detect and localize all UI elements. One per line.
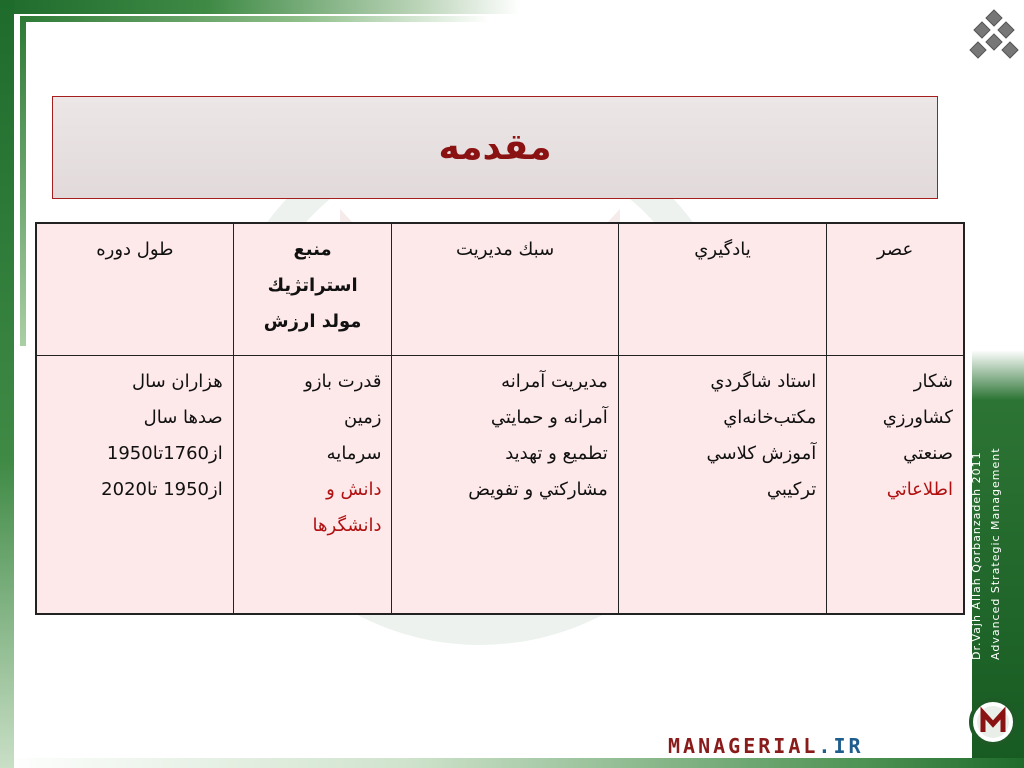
title-box — [52, 96, 938, 199]
brand-tld: .IR — [818, 734, 864, 758]
source-item: قدرت بازو — [304, 371, 382, 392]
side-credit-line: Dr.Vajh Allah Qorbanzadeh 2011 — [970, 451, 983, 660]
header-learning-label: يادگيري — [694, 239, 751, 260]
source-item: زمين — [344, 407, 382, 428]
style-item: مديريت آمرانه — [501, 371, 608, 392]
header-style-label: سبك مديريت — [456, 239, 555, 260]
frame-left-inner-bar — [20, 16, 26, 346]
side-credit-text — [967, 447, 1005, 660]
source-item: دانشگرها — [312, 515, 382, 536]
style-item: تطميع و تهديد — [505, 443, 608, 464]
managerial-logo-icon — [968, 692, 1018, 752]
header-source-line: مولد ارزش — [263, 311, 362, 332]
duration-item: از1950 تا2020 — [101, 479, 223, 500]
header-duration-label: طول دوره — [96, 239, 174, 260]
eras-table — [35, 222, 965, 615]
table-row — [36, 356, 964, 615]
header-source — [233, 223, 392, 356]
duration-cell — [36, 356, 233, 615]
header-era-label: عصر — [876, 239, 914, 260]
table-header-row — [36, 223, 964, 356]
learning-item: استاد شاگردي — [710, 371, 817, 392]
learning-item: آموزش كلاسي — [706, 443, 817, 464]
style-item: مشاركتي و تفويض — [468, 479, 608, 500]
frame-top-bar — [0, 0, 520, 14]
side-credit-line: Advanced Strategic Management — [989, 447, 1002, 660]
era-item: اطلاعاتي — [886, 479, 953, 500]
source-item: سرمايه — [326, 443, 382, 464]
frame-left-bar — [0, 0, 14, 768]
duration-item: صدها سال — [143, 407, 223, 428]
era-item: كشاورزي — [882, 407, 953, 428]
frame-top-inner-bar — [20, 16, 490, 22]
learning-cell — [618, 356, 827, 615]
header-duration — [36, 223, 233, 356]
duration-item: هزاران سال — [132, 371, 223, 392]
frame-bottom-bar — [0, 758, 1024, 768]
era-item: شكار — [913, 371, 953, 392]
era-cell — [827, 356, 964, 615]
source-item: دانش و — [326, 479, 382, 500]
learning-item: تركيبي — [766, 479, 817, 500]
duration-item: از1760تا1950 — [106, 443, 223, 464]
style-item: آمرانه و حمايتي — [490, 407, 608, 428]
style-cell — [392, 356, 618, 615]
header-source-line: استراتژيك — [267, 275, 358, 296]
source-cell — [233, 356, 392, 615]
brand-wordmark — [668, 734, 864, 758]
page-title: مقدمه — [438, 127, 552, 168]
header-era — [827, 223, 964, 356]
header-style — [392, 223, 618, 356]
era-item: صنعتي — [903, 443, 953, 464]
brand-name: MANAGERIAL — [668, 734, 819, 758]
university-logo-icon — [968, 8, 1020, 60]
header-source-line: منبع — [293, 239, 332, 260]
header-learning — [618, 223, 827, 356]
learning-item: مكتب‌خانه‌اي — [723, 407, 817, 428]
